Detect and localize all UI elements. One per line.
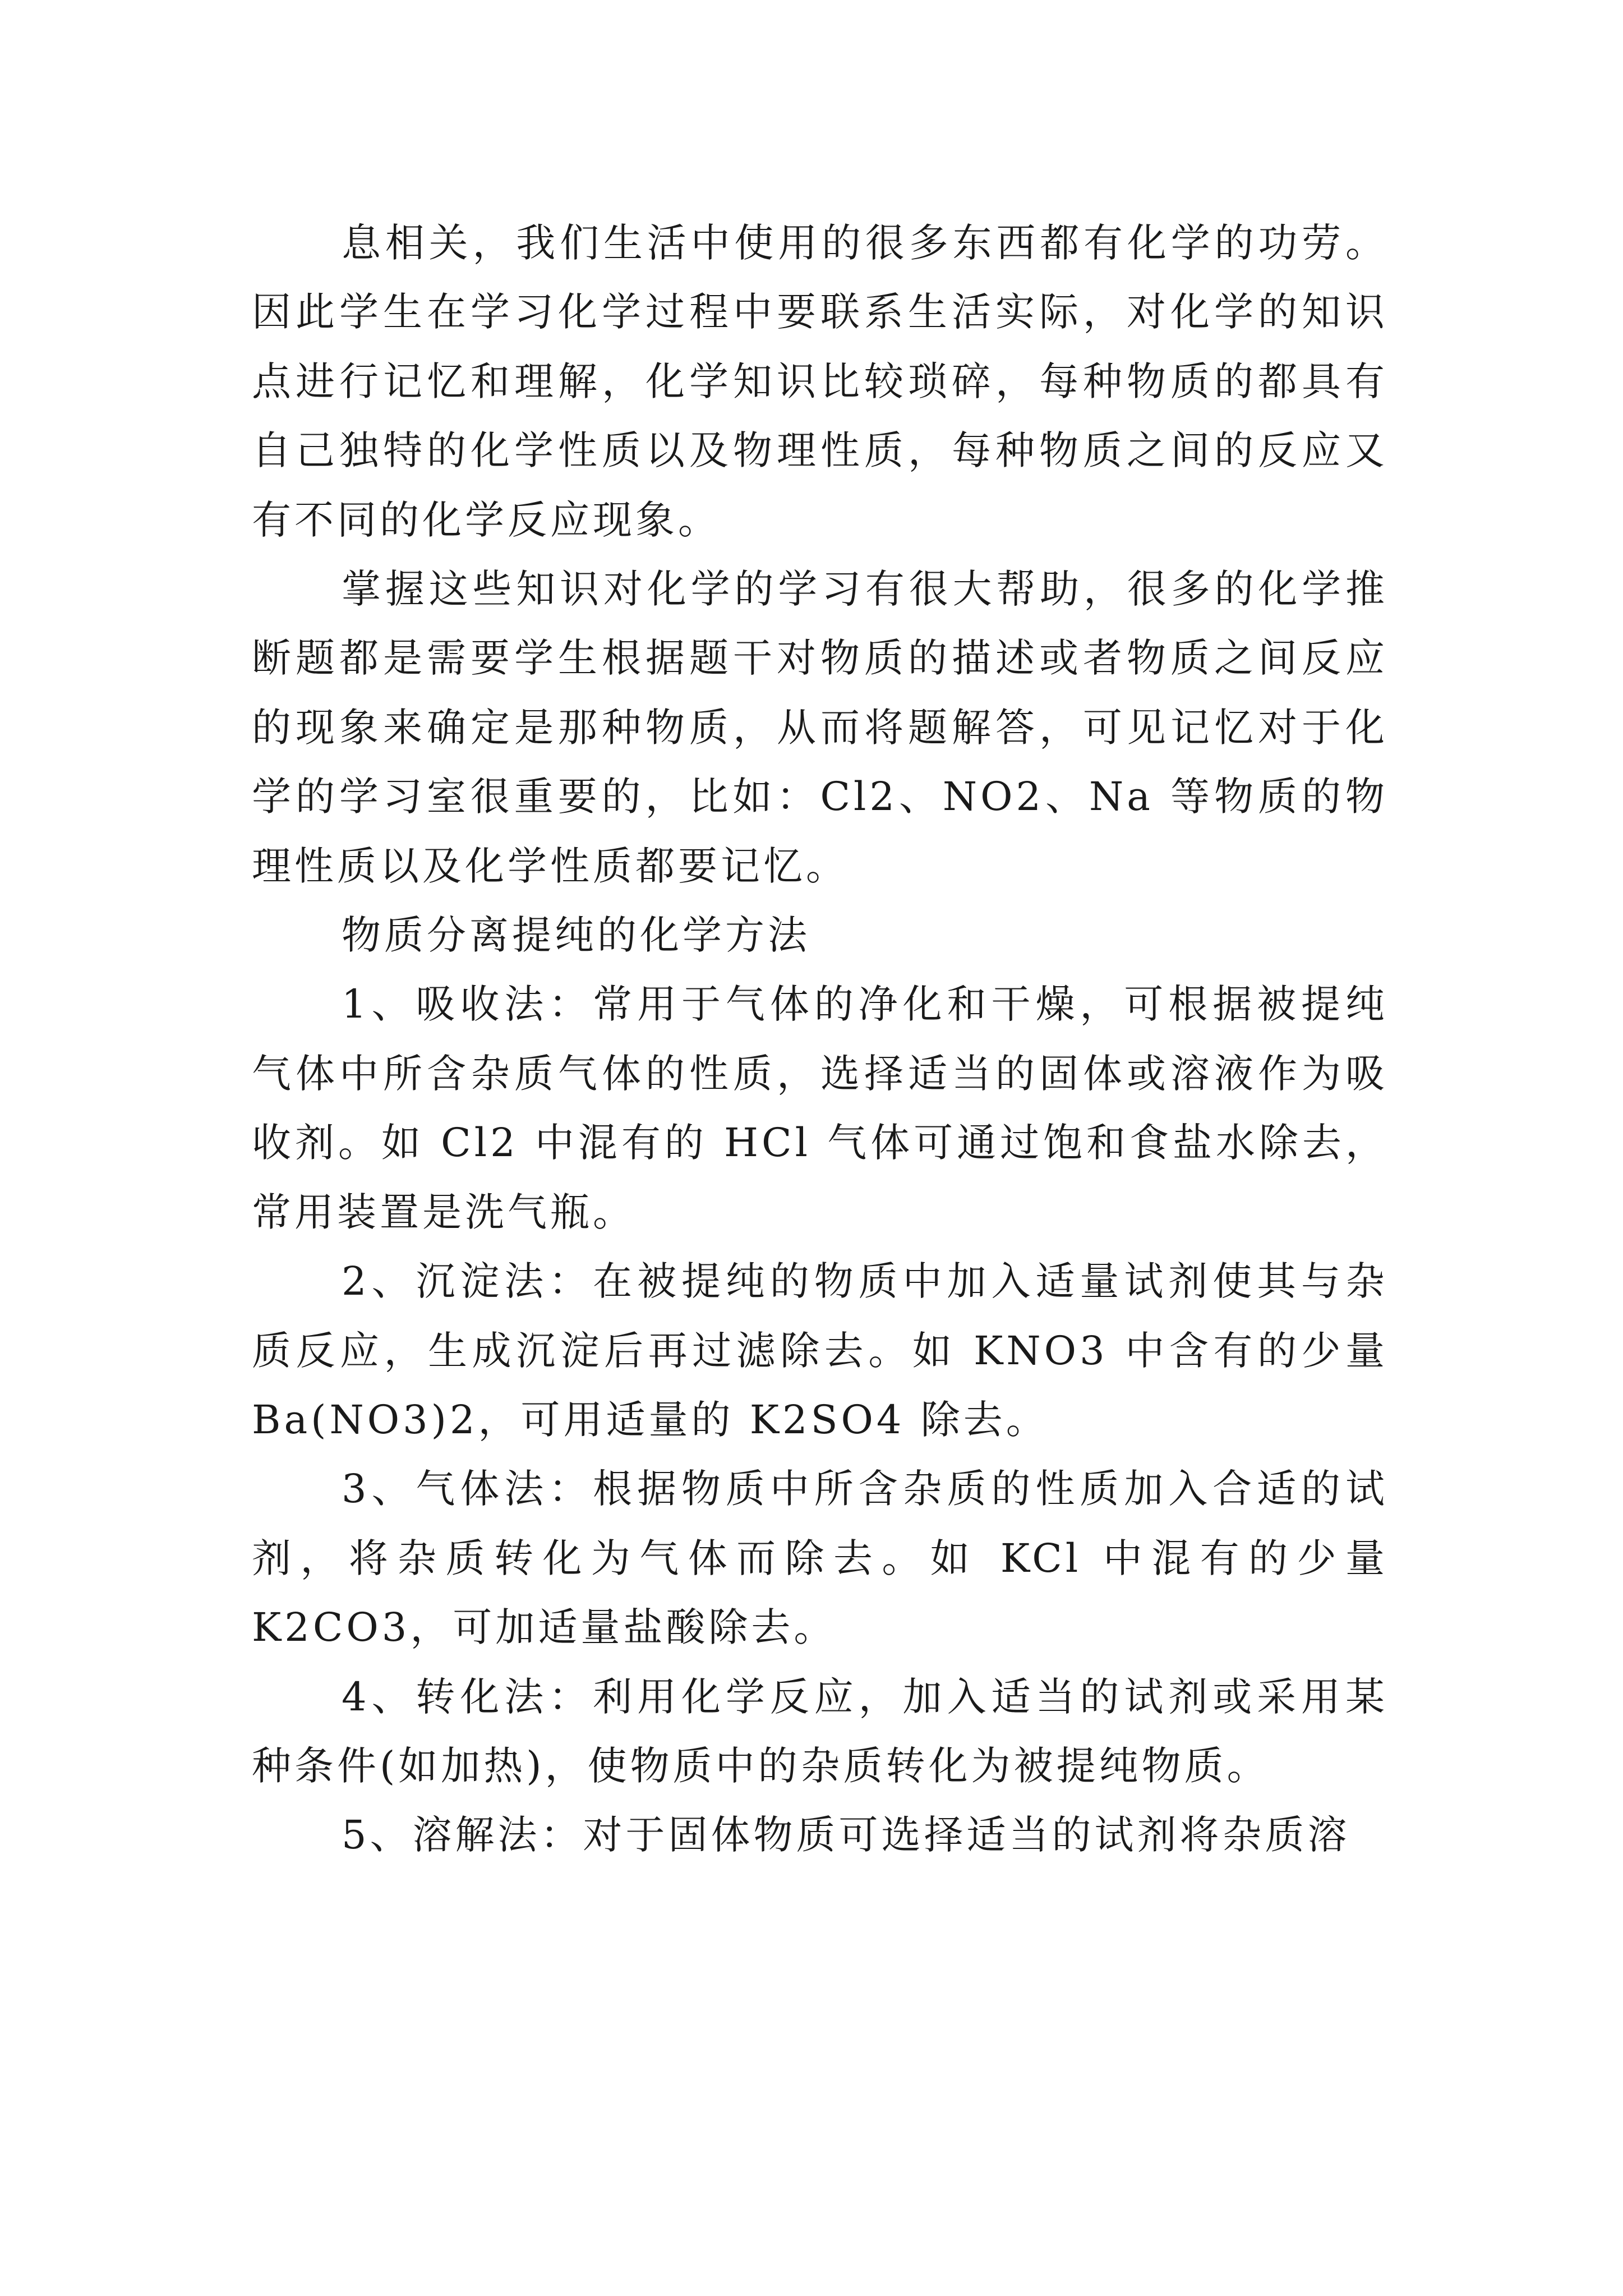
list-item-gas: 3、气体法：根据物质中所含杂质的性质加入合适的试剂，将杂质转化为气体而除去。如 KCl 中混有的少量 K2CO3，可加适量盐酸除去。 bbox=[252, 1466, 1388, 1651]
list-item-conversion: 4、转化法：利用化学反应，加入适当的试剂或采用某种条件(如加热)，使物质中的杂质转化为被提纯物质。 bbox=[252, 1673, 1388, 1789]
paragraph-intro: 息相关，我们生活中使用的很多东西都有化学的功劳。因此学生在学习化学过程中要联系生活实际，对化学的知识点进行记忆和理解，化学知识比较琐碎，每种物质的都具有自己独特的化学性质以及物理性质，每种物质之间的反应又有不同的化学反应现象。 bbox=[252, 220, 1388, 543]
document-body bbox=[252, 209, 1388, 1870]
list-item-absorption: 1、吸收法：常用于气体的净化和干燥，可根据被提纯气体中所含杂质气体的性质，选择适当的固体或溶液作为吸收剂。如 Cl2 中混有的 HCl 气体可通过饱和食盐水除去，常用装置是洗气瓶。 bbox=[252, 981, 1388, 1235]
paragraph-memory: 掌握这些知识对化学的学习有很大帮助，很多的化学推断题都是需要学生根据题干对物质的描述或者物质之间反应的现象来确定是那种物质，从而将题解答，可见记忆对于化学的学习室很重要的，比如：Cl2、NO2、Na 等物质的物理性质以及化学性质都要记忆。 bbox=[252, 566, 1388, 889]
section-heading: 物质分离提纯的化学方法 bbox=[342, 912, 810, 959]
list-item-precipitation: 2、沉淀法：在被提纯的物质中加入适量试剂使其与杂质反应，生成沉淀后再过滤除去。如 KNO3 中含有的少量 Ba(NO3)2，可用适量的 K2SO4 除去。 bbox=[252, 1258, 1388, 1443]
list-item-dissolution: 5、溶解法：对于固体物质可选择适当的试剂将杂质溶 bbox=[342, 1812, 1350, 1858]
